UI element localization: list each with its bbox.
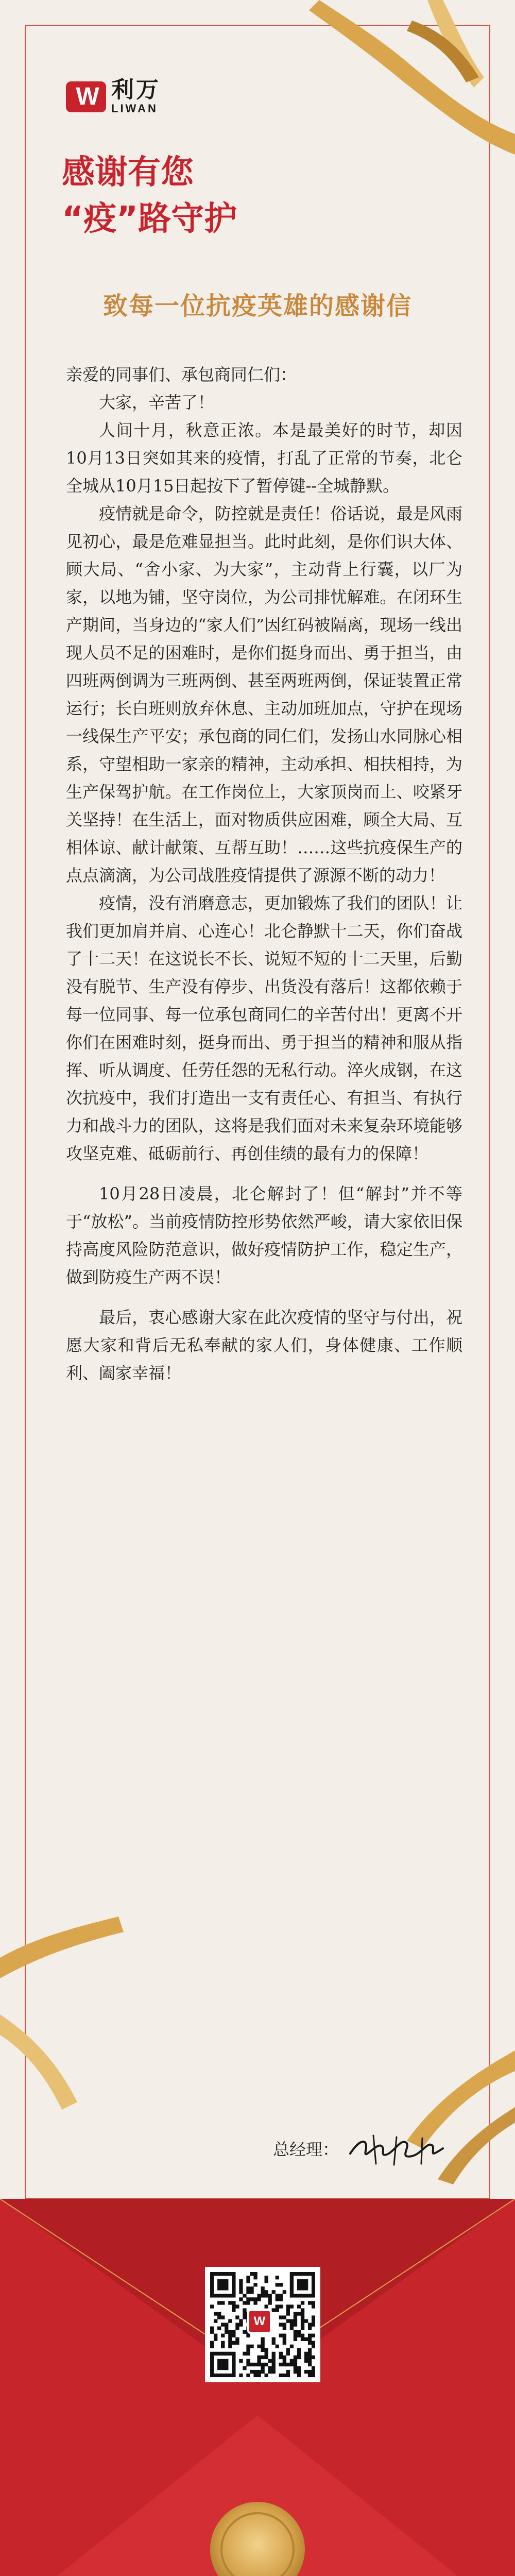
letter-paragraph: 人间十月，秋意正浓。本是最美好的时节，却因10月13日突如其来的疫情，打乱了正常的节奏，北仑全城从10月15日起按下了暂停键--全城静默。 bbox=[66, 420, 462, 496]
letter-paragraph: 大家，辛苦了！ bbox=[99, 393, 215, 412]
brand-mark: W bbox=[66, 81, 106, 112]
letter-body bbox=[66, 361, 462, 1387]
title-line-2: “疫”路守护 bbox=[62, 200, 237, 238]
signature-label: 总经理： bbox=[272, 2140, 339, 2159]
qr-code[interactable] bbox=[205, 2267, 320, 2382]
gold-ribbon-top-right bbox=[288, 0, 515, 175]
letter-greeting: 亲爱的同事们、承包商同仁们： bbox=[66, 365, 297, 384]
brand-logo bbox=[66, 78, 161, 115]
qr-brand-icon: W bbox=[247, 2309, 272, 2334]
handwritten-signature bbox=[345, 2128, 448, 2169]
brand-name-cn: 利万 bbox=[111, 77, 161, 103]
letter-paragraph: 最后，衷心感谢大家在此次疫情的坚守与付出，祝愿大家和背后无私奉献的家人们，身体健康、工作顺利、阖家幸福！ bbox=[66, 1308, 462, 1383]
letter-paragraph: 疫情，没有消磨意志，更加锻炼了我们的团队！让我们更加肩并肩、心连心！北仑静默十二天，你们奋战了十二天！在这说长不长、说短不短的十二天里，后勤没有脱节、生产没有停步、出货没有落后！这都依赖于每一位同事、每一位承包商同仁的辛苦付出！更离不开你们在困难时刻，挺身而出、勇于担当的精神和服从指挥、听从调度、任劳任怨的无私行动。淬火成钢，在这次抗疫中，我们打造出一支有责任心、有担当、有执行力和战斗力的团队，这将是我们面对未来复杂环境能够攻坚克难、砥砺前行、再创佳绩的最有力的保障！ bbox=[66, 893, 462, 1163]
letter-paragraph: 10月28日凌晨，北仑解封了！但“解封”并不等于“放松”。当前疫情防控形势依然严峻，请大家依旧保持高度风险防范意识，做好疫情防护工作，稳定生产，做到防疫生产两不误！ bbox=[66, 1184, 462, 1287]
brand-name-en: LIWAN bbox=[111, 102, 158, 115]
page-title bbox=[62, 149, 237, 242]
letter-paragraph: 疫情就是命令，防控就是责任！俗话说，最是风雨见初心，最是危难显担当。此时此刻，是你们识大体、顾大局、“舍小家、为大家”，主动背上行囊，以厂为家，以地为铺，坚守岗位，为公司排忧解难。在闭环生产期间，当身边的“家人们”因红码被隔离，现场一线出现人员不足的困难时，是你们挺身而出、勇于担当，由四班两倒调为三班两倒、甚至两班两倒，保证装置正常运行；长白班则放弃休息、主动加班加点，守护在现场一线保生产平安；承包商的同仁们，发扬山水同脉心相系，守望相助一家亲的精神，主动承担、相扶相持，为生产保驾护航。在工作岗位上，大家顶岗而上、咬紧牙关坚持！在生活上，面对物质供应困难，顾全大局、互相体谅、献计献策、互帮互助！……这些抗疫保生产的点点滴滴，为公司战胜疫情提供了源源不断的动力！ bbox=[66, 504, 462, 885]
page-subtitle: 致每一位抗疫英雄的感谢信 bbox=[102, 292, 412, 320]
signature-block bbox=[273, 2128, 448, 2169]
gold-ribbon-left bbox=[0, 1917, 154, 2112]
red-envelope bbox=[0, 2199, 515, 2576]
title-line-1: 感谢有您 bbox=[62, 154, 194, 192]
